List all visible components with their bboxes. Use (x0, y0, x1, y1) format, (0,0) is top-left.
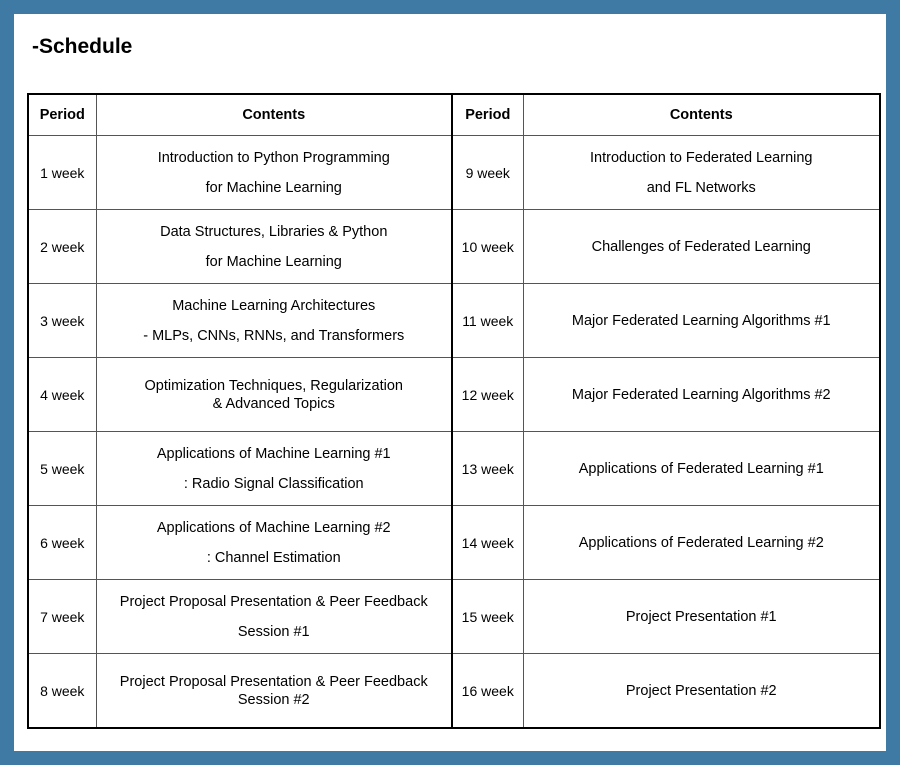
period-cell: 5 week (28, 432, 96, 506)
schedule-table (27, 93, 881, 729)
contents-line: Introduction to Python Programming (157, 149, 390, 166)
period-cell: 6 week (28, 506, 96, 580)
contents-cell (96, 358, 452, 432)
contents-line: Major Federated Learning Algorithms #2 (571, 386, 831, 403)
period-cell: 14 week (452, 506, 523, 580)
contents-line: Session #2 (237, 691, 310, 708)
contents-cell (96, 432, 452, 506)
contents-line: for Machine Learning (205, 253, 342, 270)
period-cell: 12 week (452, 358, 523, 432)
contents-cell (96, 136, 452, 210)
page-title: -Schedule (32, 35, 133, 58)
table-row (28, 284, 880, 358)
header-period-left: Period (28, 94, 96, 136)
contents-cell (523, 358, 880, 432)
contents-line: Machine Learning Architectures (172, 297, 376, 314)
contents-line: Applications of Federated Learning #2 (578, 534, 824, 551)
period-cell: 10 week (452, 210, 523, 284)
contents-cell (523, 506, 880, 580)
period-cell: 15 week (452, 580, 523, 654)
table-row (28, 210, 880, 284)
document-frame (14, 14, 886, 751)
contents-line: Major Federated Learning Algorithms #1 (571, 312, 831, 329)
contents-line: Applications of Federated Learning #1 (578, 460, 824, 477)
contents-cell (96, 284, 452, 358)
header-contents-right: Contents (523, 94, 880, 136)
contents-line: Data Structures, Libraries & Python (160, 223, 388, 240)
table-row (28, 654, 880, 729)
table-row (28, 136, 880, 210)
contents-line: and FL Networks (646, 179, 756, 196)
contents-line: Introduction to Federated Learning (590, 149, 813, 166)
contents-cell (523, 210, 880, 284)
period-cell: 11 week (452, 284, 523, 358)
contents-line: : Channel Estimation (206, 549, 341, 566)
table-row (28, 506, 880, 580)
contents-line: Challenges of Federated Learning (591, 238, 811, 255)
contents-cell (96, 654, 452, 729)
period-cell: 1 week (28, 136, 96, 210)
contents-cell (523, 136, 880, 210)
contents-line: Project Presentation #2 (625, 682, 777, 699)
header-row (28, 94, 880, 136)
period-cell: 7 week (28, 580, 96, 654)
period-cell: 13 week (452, 432, 523, 506)
contents-line: Project Presentation #1 (625, 608, 777, 625)
contents-cell (523, 284, 880, 358)
period-cell: 9 week (452, 136, 523, 210)
contents-line: Project Proposal Presentation & Peer Feedback (119, 593, 428, 610)
contents-line: & Advanced Topics (212, 395, 335, 412)
table-row (28, 580, 880, 654)
contents-cell (96, 580, 452, 654)
contents-cell (96, 210, 452, 284)
header-contents-left: Contents (96, 94, 452, 136)
contents-line: Project Proposal Presentation & Peer Feedback (119, 673, 428, 690)
period-cell: 16 week (452, 654, 523, 729)
contents-line: : Radio Signal Classification (183, 475, 364, 492)
contents-cell (523, 580, 880, 654)
contents-cell (523, 432, 880, 506)
contents-line: Applications of Machine Learning #2 (156, 519, 391, 536)
table-row (28, 432, 880, 506)
contents-line: - MLPs, CNNs, RNNs, and Transformers (143, 327, 405, 344)
period-cell: 8 week (28, 654, 96, 729)
contents-line: Session #1 (237, 623, 310, 640)
table-row (28, 358, 880, 432)
contents-line: Optimization Techniques, Regularization (144, 377, 403, 394)
schedule-body (28, 136, 880, 729)
period-cell: 3 week (28, 284, 96, 358)
period-cell: 2 week (28, 210, 96, 284)
period-cell: 4 week (28, 358, 96, 432)
header-period-right: Period (452, 94, 523, 136)
contents-cell (523, 654, 880, 729)
contents-line: Applications of Machine Learning #1 (156, 445, 391, 462)
contents-line: for Machine Learning (205, 179, 342, 196)
contents-cell (96, 506, 452, 580)
